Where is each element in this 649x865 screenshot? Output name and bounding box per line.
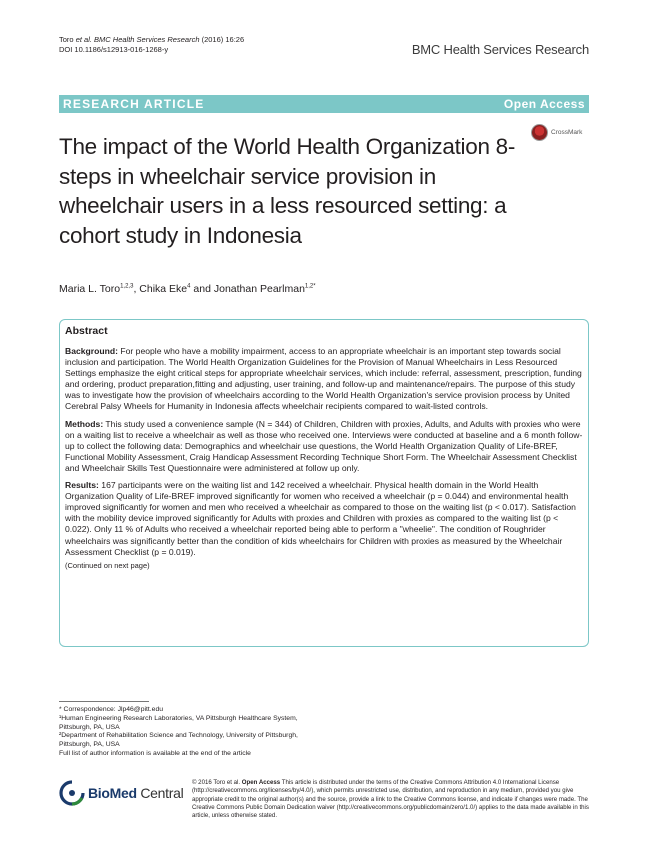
journal-name: BMC Health Services Research	[411, 42, 589, 57]
affiliation-2: ²Department of Rehabilitation Science and Technology, University of Pittsburgh, Pittsburgh, PA, USA	[59, 732, 298, 749]
citation-block	[59, 35, 244, 55]
author-name: Maria L. Toro	[59, 283, 121, 295]
footnote-divider	[59, 701, 149, 702]
article-type-label: RESEARCH ARTICLE	[63, 97, 205, 111]
crossmark-label: CrossMark	[551, 129, 583, 136]
biomed-central-logo	[59, 780, 183, 806]
author-affiliation: 4	[187, 283, 191, 290]
author-name: Chika Eke	[139, 283, 188, 295]
abstract-results: Results: 167 participants were on the waiting list and 142 received a wheelchair. Physical health domain in the World Health Organization Quality of Life-BREF improved significantly for women who received a wheelchair (p = 0.044) and environmental health improved significantly for women and men who received a wheelchair as compared to those on the waiting list (p < 0.017). Satisfaction with the mobility device improved significantly for Adults with proxies and Children with proxies as compared to the waiting list (p < 0.022). Only 11 % of Adults who received a wheelchair reported being able to perform a "wheelie". The condition of Roughrider wheelchairs was significantly better than the condition of kids wheelchairs for Children with proxies as measured by the Wheelchair Assessment Checklist (p = 0.019).	[65, 480, 576, 557]
license-text: © 2016 Toro et al. Open Access This article is distributed under the terms of the Creative Commons Attribution 4.0 International License (http://creativecommons.org/licenses/by/4.0/), which permits unrestricted use, distribution, and reproduction in any medium, provided you give appropriate credit to the original author(s) and the source, provide a link to the Creative Commons license, and indicate if changes were made. The Creative Commons Public Domain Dedication waiver (http://creativecommons.org/publicdomain/zero/1.0/) applies to the data made available in this article, unless otherwise stated.	[192, 779, 589, 820]
author-affiliation: 1,2,3	[120, 283, 134, 290]
author-info-note: Full list of author information is available at the end of the article	[59, 749, 251, 757]
crossmark-icon	[531, 124, 548, 141]
continued-note: (Continued on next page)	[65, 560, 150, 570]
affiliation-1: ¹Human Engineering Research Laboratories, VA Pittsburgh Healthcare System, Pittsburgh, PA, USA	[59, 714, 298, 731]
abstract-box	[59, 319, 589, 647]
author-list: Maria L. Toro$^{1,2,3}$, Chika Eke$^4$ and Jonathan Pearlman$^{1,2*}$	[59, 283, 316, 295]
author-affiliation: 1,2*	[304, 283, 316, 290]
article-title: The impact of the World Health Organization 8-steps in wheelchair service provision in wheelchair users in a less resourced setting: a cohort study in Indonesia	[59, 134, 516, 248]
abstract-heading: Abstract	[65, 325, 108, 337]
crossmark-badge[interactable]	[531, 124, 582, 141]
abstract-methods: Methods: This study used a convenience sample (N = 344) of Children, Children with proxies, Adults, and Adults with proxies who were on a waiting list to receive a wheelchair as well as those who received one. Interviews were conducted at baseline and a 6 month follow-up to collect the following data: Demographics and wheelchair use questions, the World Health Organization Quality of Life-BREF, Functional Mobility Assessment, Craig Handicap Assessment Recording Technique Short Form. The Wheelchair Assessment Checklist and Wheelchair Skills Test Questionnaire were administered at follow up only.	[65, 418, 583, 473]
citation-line: Toro et al. BMC Health Services Research (2016) 16:26	[59, 35, 245, 44]
correspondence: * Correspondence: Jlp46@pitt.edu	[59, 706, 164, 713]
abstract-background: Background: For people who have a mobility impairment, access to an appropriate wheelchair is an important step towards social inclusion and participation. The World Health Organization Guidelines for the Provision of Manual Wheelchairs in Less Resourced Settings emphasize the eight critical steps for appropriate wheelchair services, which include: referral, assessment, prescription, funding and ordering, product preparation,fitting and adjusting, user training, and follow-up and maintenance/repairs. The purpose of this study was to investigate how the provision of wheelchairs according to the World Health Organization's service provision process by United Cerebral Palsy Wheels for Humanity in Indonesia affects wheelchair recipients compared to wait-listed controls.	[65, 346, 582, 412]
doi[interactable]: DOI 10.1186/s12913-016-1268-y	[59, 45, 169, 54]
biomed-central-icon	[59, 780, 85, 806]
article-type-banner	[59, 95, 589, 113]
publisher-name: BioMed Central	[88, 785, 184, 801]
author-name: Jonathan Pearlman	[213, 283, 305, 295]
footnotes	[59, 706, 309, 759]
open-access-label: Open Access	[503, 97, 585, 111]
